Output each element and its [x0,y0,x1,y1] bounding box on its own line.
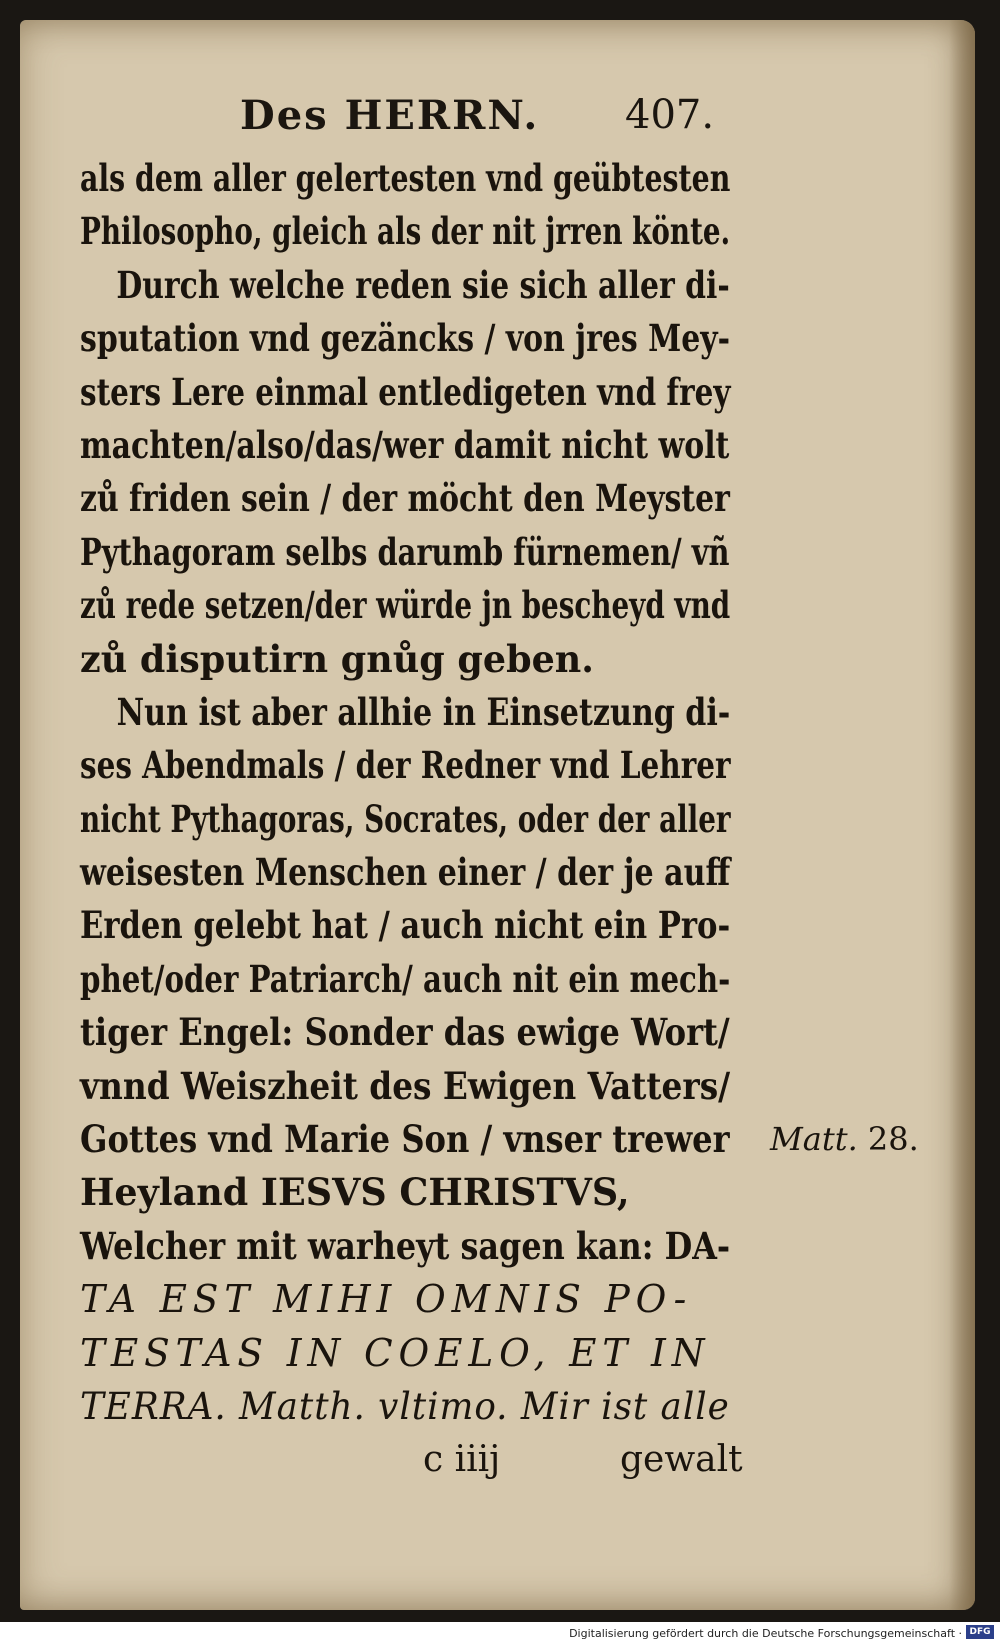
text-line: tiger Engel: Sonder das ewige Wort/ [80,1010,730,1055]
text-line: TERRA. Matth. vltimo. Mir ist alle [80,1384,730,1428]
catchword: gewalt [620,1439,743,1481]
text-line: sputation vnd gezäncks / von jres Mey- [80,316,730,361]
text-line: vnnd Weiszheit des Ewigen Vatters/ [80,1063,731,1108]
text-line: TA EST MIHI OMNIS PO- [80,1277,693,1322]
running-head-title: Des HERRN. [240,92,540,139]
dfg-logo: DFG [966,1625,994,1639]
text-line: zů friden sein / der möcht den Meyster [80,476,730,521]
signature-row [80,1433,743,1486]
text-line: Nun ist aber allhie in Einsetzung di- [116,689,731,734]
text-line: machten/also/das/wer damit nicht wolt [80,422,730,467]
text-line: Philosopho, gleich als der nit jrren könte. [80,209,731,254]
body-text [80,152,743,1486]
text-line: zů disputirn gnůg geben. [80,636,594,681]
text-line: Gottes vnd Marie Son / vnser trewer [80,1117,730,1162]
text-line: Pythagoram selbs darumb fürnemen/ vñ [80,529,730,574]
margin-note-number: 28. [867,1120,919,1158]
text-line: TESTAS IN COELO, ET IN [80,1330,711,1375]
text-line: zů rede setzen/der würde jn bescheyd vnd [80,583,731,628]
page-number: 407. [625,92,715,138]
margin-note-abbr: Matt. [770,1120,858,1158]
running-head [240,92,720,152]
margin-note [770,1120,919,1158]
text-line: Erden gelebt hat / auch nicht ein Pro- [80,903,731,948]
text-line: phet/oder Patriarch/ auch nit ein mech- [80,956,731,1001]
text-line: ses Abendmals / der Redner vnd Lehrer [80,743,731,788]
signature-mark: c iiij [423,1439,501,1481]
text-line: nicht Pythagoras, Socrates, oder der aller [80,796,731,841]
text-line: als dem aller gelertesten vnd geübtesten [80,156,731,200]
footer-credit: Digitalisierung gefördert durch die Deutsche Forschungsgemeinschaft · [569,1627,962,1640]
text-line: Durch welche reden sie sich aller di- [116,262,730,307]
text-line: weisesten Menschen einer / der je auff [80,850,731,895]
page-edge-shadow [949,20,975,1610]
text-line: Heyland IESVS CHRISTVS, [80,1170,630,1215]
text-line: sters Lere einmal entledigeten vnd frey [80,369,731,414]
text-line: Welcher mit warheyt sagen kan: DA- [80,1223,731,1268]
